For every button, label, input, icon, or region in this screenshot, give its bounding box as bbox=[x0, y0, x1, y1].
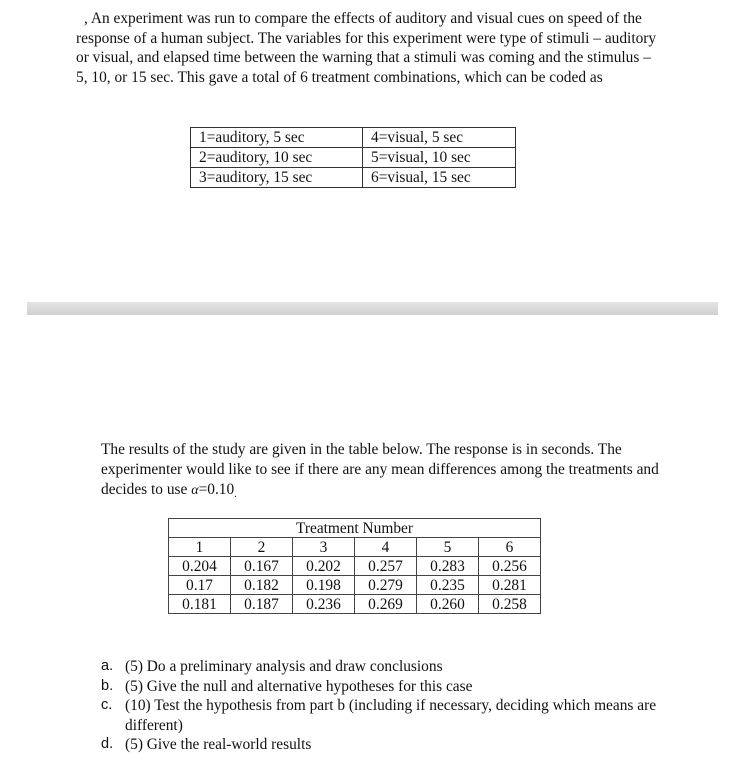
table-cell: 0.269 bbox=[355, 595, 417, 614]
treatment-codes-table bbox=[190, 127, 516, 188]
code-cell: 4=visual, 5 sec bbox=[363, 128, 516, 148]
treatment-number: 2 bbox=[231, 538, 293, 557]
table-cell: 0.181 bbox=[169, 595, 231, 614]
question-text: (5) Do a preliminary analysis and draw conclusions bbox=[125, 658, 443, 675]
table-cell: 0.256 bbox=[479, 557, 541, 576]
treatment-number: 5 bbox=[417, 538, 479, 557]
table-row bbox=[169, 576, 541, 595]
table-cell: 0.235 bbox=[417, 576, 479, 595]
treatment-number-row bbox=[169, 538, 541, 557]
codes-row bbox=[191, 128, 516, 148]
question-label: d. bbox=[101, 736, 114, 752]
alpha-value: =0.10 bbox=[198, 481, 235, 498]
table-cell: 0.236 bbox=[293, 595, 355, 614]
table-cell: 0.281 bbox=[479, 576, 541, 595]
results-paragraph bbox=[101, 440, 661, 505]
table-cell: 0.17 bbox=[169, 576, 231, 595]
table-cell: 0.187 bbox=[231, 595, 293, 614]
question-label: a. bbox=[101, 658, 114, 674]
results-text: The results of the study are given in the table below. The response is in seconds. The experimenter would like to see if there are any mean differences among the treatments and decides to use bbox=[101, 441, 659, 498]
code-cell: 3=auditory, 15 sec bbox=[191, 168, 363, 188]
table-cell: 0.202 bbox=[293, 557, 355, 576]
question-text: (5) Give the null and alternative hypotheses for this case bbox=[125, 677, 473, 695]
table-cell: 0.258 bbox=[479, 595, 541, 614]
table-row bbox=[169, 557, 541, 576]
question-text: (5) Give the real-world results bbox=[125, 736, 312, 753]
intro-text: An experiment was run to compare the effects of auditory and visual cues on speed of the response of a human subject. The variables for this experiment were type of stimuli – auditory or visual, and elapsed time between the warning that a stimuli was coming and the stimulus – 5, 10, or 15 sec. This gave a total of 6 treatment combinations, which can be coded as bbox=[76, 10, 657, 86]
question-item bbox=[101, 657, 661, 677]
comma-mark: , bbox=[84, 10, 88, 27]
table-cell: 0.257 bbox=[355, 557, 417, 576]
table-cell: 0.198 bbox=[293, 576, 355, 595]
alpha-symbol: α bbox=[191, 483, 199, 498]
code-cell: 1=auditory, 5 sec bbox=[191, 128, 363, 148]
question-item bbox=[101, 735, 661, 755]
codes-row bbox=[191, 148, 516, 168]
trailing-mark: . bbox=[234, 489, 237, 500]
treatment-number: 6 bbox=[479, 538, 541, 557]
question-label: c. bbox=[101, 697, 113, 713]
table-cell: 0.279 bbox=[355, 576, 417, 595]
table-header-row bbox=[169, 519, 541, 538]
question-label: b. bbox=[101, 677, 114, 694]
code-cell: 5=visual, 10 sec bbox=[363, 148, 516, 168]
question-item bbox=[101, 696, 661, 735]
table-cell: 0.283 bbox=[417, 557, 479, 576]
treatment-number: 4 bbox=[355, 538, 417, 557]
table-cell: 0.204 bbox=[169, 557, 231, 576]
question-list bbox=[101, 657, 661, 755]
code-cell: 6=visual, 15 sec bbox=[363, 168, 516, 188]
treatment-number: 1 bbox=[169, 538, 231, 557]
intro-paragraph bbox=[76, 9, 666, 87]
table-row bbox=[169, 595, 541, 614]
page-divider bbox=[27, 302, 718, 315]
code-cell: 2=auditory, 10 sec bbox=[191, 148, 363, 168]
codes-row bbox=[191, 168, 516, 188]
results-table bbox=[168, 518, 541, 614]
question-text: (10) Test the hypothesis from part b (including if necessary, deciding which means are different) bbox=[125, 697, 657, 734]
table-cell: 0.167 bbox=[231, 557, 293, 576]
treatment-number: 3 bbox=[293, 538, 355, 557]
table-cell: 0.182 bbox=[231, 576, 293, 595]
question-item bbox=[101, 677, 661, 697]
table-cell: 0.260 bbox=[417, 595, 479, 614]
table-header: Treatment Number bbox=[169, 519, 541, 538]
